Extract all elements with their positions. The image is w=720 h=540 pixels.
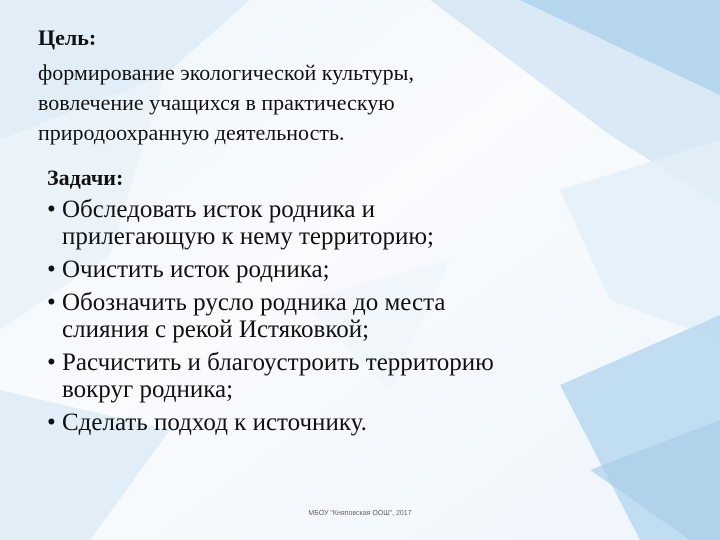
task-item	[47, 349, 697, 403]
task-line: Обследовать исток родника и	[62, 196, 376, 223]
bullet-icon: •	[47, 289, 56, 316]
task-text	[62, 409, 697, 436]
task-line: Расчистить и благоустроить территорию	[62, 349, 494, 376]
bullet-icon: •	[47, 349, 56, 376]
bullet-icon: •	[47, 409, 56, 436]
task-list	[47, 196, 697, 442]
task-text	[62, 349, 697, 403]
task-line: вокруг родника;	[62, 376, 234, 403]
goal-line: природоохранную деятельность.	[38, 120, 345, 145]
goal-description	[38, 58, 598, 148]
footer-caption: МБОУ "Княповская ООШ", 2017	[308, 510, 412, 517]
task-item	[47, 256, 697, 283]
task-line: Очистить исток родника;	[62, 256, 330, 283]
task-line: Сделать подход к источнику.	[62, 409, 367, 436]
task-item	[47, 196, 697, 250]
task-text	[62, 196, 697, 250]
task-line: Обозначить русло родника до места	[62, 289, 446, 316]
task-text	[62, 289, 697, 343]
task-text	[62, 256, 697, 283]
task-item	[47, 409, 697, 436]
bullet-icon: •	[47, 196, 56, 223]
goal-line: формирование экологической культуры,	[38, 60, 414, 85]
task-line: слияния с рекой Истяковкой;	[62, 316, 370, 343]
goal-line: вовлечение учащихся в практическую	[38, 90, 395, 115]
bullet-icon: •	[47, 256, 56, 283]
task-line: прилегающую к нему территорию;	[62, 223, 434, 250]
task-item	[47, 289, 697, 343]
goal-heading: Цель:	[38, 25, 97, 50]
tasks-heading: Задачи:	[47, 165, 124, 190]
